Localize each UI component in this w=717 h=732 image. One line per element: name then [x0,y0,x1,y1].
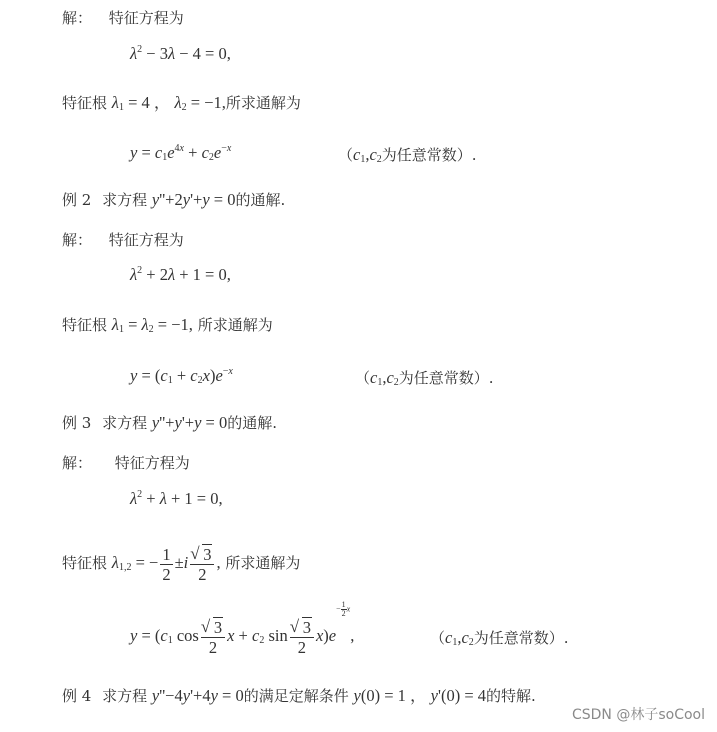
ex3-solution-line [62,453,190,473]
p1-char-equation: $\lambda^2 - 3\lambda - 4 = 0$, [130,44,231,63]
ex3-roots-suffix: 所求通解为 [225,554,301,572]
ex2-char-equation: $\lambda^2 + 2\lambda + 1 = 0$, [130,265,231,284]
watermark: CSDN @林子soCool [571,707,705,723]
ex3-roots-line: 特征根 $\lambda_{1,2}$ = − $\frac{1}{2}$ ±i √ $\frac{3}{2}$ , 所求通解为 [62,540,300,586]
ex3-char-eq-label: 特征方程为 [114,454,190,472]
ex3-task-line: 例 3 求方程 y''+y'+y = 0的通解. [62,413,278,432]
ex2-task-line: 例 2 求方程 y''+2y'+y = 0的通解. [62,190,286,209]
ex4-task-prefix: 求方程 [102,687,148,705]
ex4-label: 例 4 [62,687,92,705]
ex3-char-equation: $\lambda^2 + \lambda + 1 = 0$, [130,489,223,508]
p1-solution-line [62,8,184,28]
p1-roots-line: 特征根 $\lambda_1 = 4$ ， $\lambda_2 = -1$,所求通解为 [62,93,301,113]
ex2-roots-prefix: 特征根 [62,316,108,334]
p1-roots-suffix: 所求通解为 [225,94,301,112]
ex4-task-middle: 的满足定解条件 [243,687,349,705]
ex2-task-prefix: 求方程 [102,191,148,209]
ex4-task-line: 例 4 求方程 y''−4y'+4y = 0的满足定解条件 y(0) = 1 ， y'(0) = 4的特解. [62,686,536,705]
ex2-label: 例 2 [62,191,92,209]
ex3-roots-prefix: 特征根 [62,554,108,572]
ex2-roots-suffix: 所求通解为 [197,316,273,334]
ex4-task-suffix: 的特解. [486,687,536,705]
ex2-roots-line: 特征根 $\lambda_1 = \lambda_2 = -1$, 所求通解为 [62,315,273,335]
p1-general-solution: $y = c_1e^{4x} + c_2e^{-x}$ [130,143,232,163]
ex3-task-prefix: 求方程 [102,414,148,432]
ex3-label: 例 3 [62,414,92,432]
ex3-general-solution: $y = (c_1$ cos √ $\frac{3}{2}$ $x + c_2$ sin √ $\frac{3}{2}$ x)e− $\frac{1}{2}$ x, [130,613,354,659]
ex2-solution-label: 解： [62,231,93,249]
p1-constants-note: （$c_1,c_2$为任意常数）. [338,145,477,165]
p1-solution-label: 解： [62,9,93,27]
ex3-solution-label: 解： [62,454,93,472]
ex3-constants-note: （$c_1,c_2$为任意常数）. [430,628,569,648]
p1-char-eq-label: 特征方程为 [108,9,184,27]
ex2-general-solution: $y = (c_1 + c_2x)e^{-x}$ [130,366,233,386]
ex2-solution-line [62,230,184,250]
p1-roots-prefix: 特征根 [62,94,108,112]
ex3-task-suffix: 的通解. [227,414,278,432]
ex2-task-suffix: 的通解. [235,191,286,209]
ex2-constants-note: （$c_1,c_2$为任意常数）. [355,368,494,388]
ex2-char-eq-label: 特征方程为 [108,231,184,249]
